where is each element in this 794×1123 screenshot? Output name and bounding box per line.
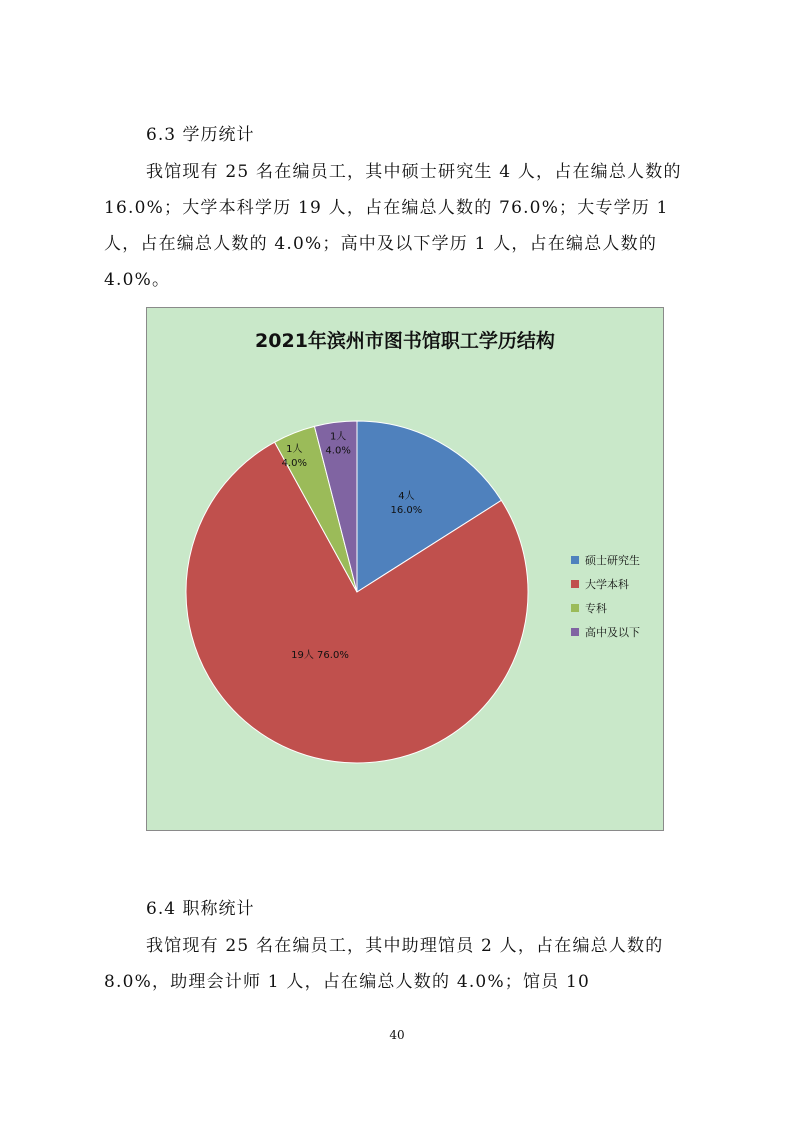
section-heading-titles: 6.4 职称统计 bbox=[146, 899, 255, 919]
titles-paragraph-text: 我馆现有 25 名在编员工，其中助理馆员 2 人，占在编总人数的 8.0%，助理会计师 1 人，占在编总人数的 4.0%；馆员 10 bbox=[104, 936, 664, 992]
legend-swatch bbox=[571, 604, 579, 612]
legend-label: 专科 bbox=[585, 602, 607, 615]
chart-title: 2021年滨州市图书馆职工学历结构 bbox=[255, 330, 555, 352]
page-number: 40 bbox=[389, 1028, 405, 1042]
legend-swatch bbox=[571, 628, 579, 636]
pie-chart bbox=[146, 307, 664, 831]
legend-label: 硕士研究生 bbox=[585, 554, 640, 567]
education-paragraph-text: 我馆现有 25 名在编员工，其中硕士研究生 4 人，占在编总人数的 16.0%；大学本科学历 19 人，占在编总人数的 76.0%；大专学历 1 人，占在编总人数的 4.0%；高中及以下学历 1 人，占在编总人数的 4.0%。 bbox=[104, 162, 682, 290]
legend-item-college bbox=[571, 596, 640, 620]
data-label-college: 1人 4.0% bbox=[281, 444, 308, 470]
data-label-high-school: 1人 4.0% bbox=[325, 431, 351, 457]
legend-swatch bbox=[571, 556, 579, 564]
section-heading-education: 6.3 学历统计 bbox=[146, 125, 255, 145]
legend-swatch bbox=[571, 580, 579, 588]
data-label-undergraduate: 19人 76.0% bbox=[291, 650, 349, 661]
titles-paragraph bbox=[104, 928, 689, 1000]
legend-label: 大学本科 bbox=[585, 578, 629, 591]
legend-item-undergraduate bbox=[571, 572, 640, 596]
data-label-graduate: 4人 16.0% bbox=[390, 491, 423, 517]
chart-legend bbox=[571, 548, 640, 644]
legend-item-high-school bbox=[571, 620, 640, 644]
legend-item-graduate bbox=[571, 548, 640, 572]
education-paragraph bbox=[104, 154, 689, 298]
legend-label: 高中及以下 bbox=[585, 626, 640, 639]
